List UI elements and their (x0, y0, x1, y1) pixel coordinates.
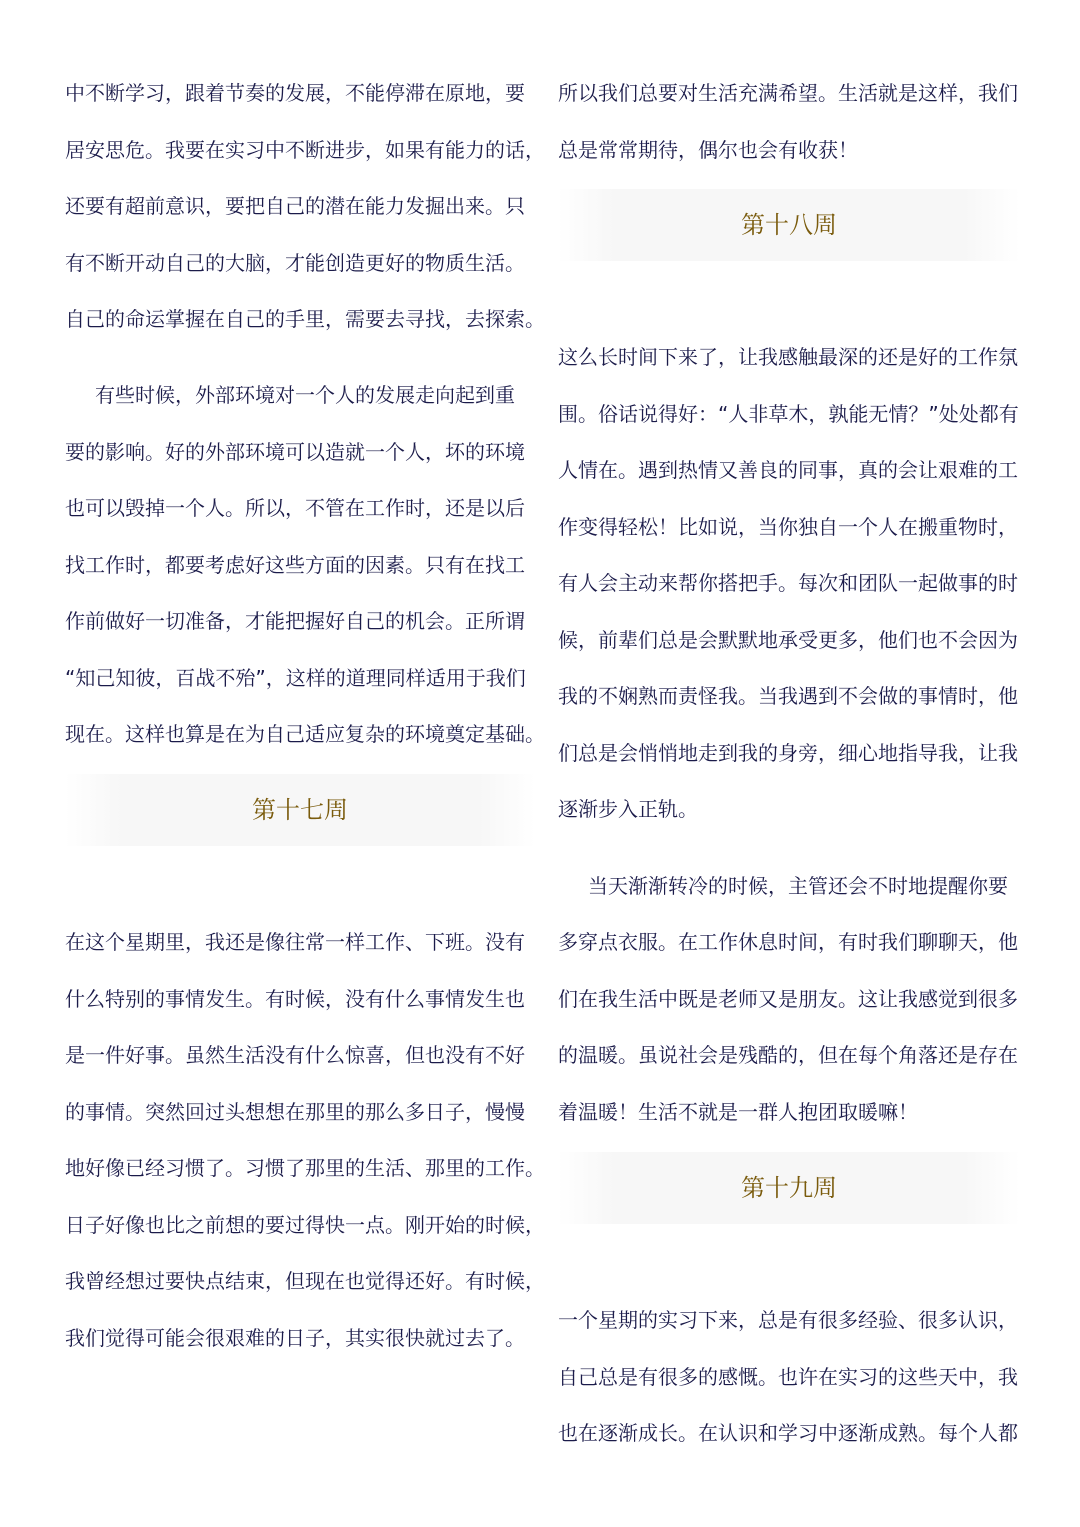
text-line: 着温暖！生活不就是一群人抱团取暖嘛！ (558, 1100, 918, 1124)
section-heading-box (65, 774, 535, 846)
text-line: 作变得轻松！比如说，当你独自一个人在搬重物时， (558, 515, 1018, 539)
text-line: “知己知彼，百战不殆”，这样的道理同样适用于我们 (65, 666, 526, 690)
text-line: 我曾经想过要快点结束，但现在也觉得还好。有时候， (65, 1269, 545, 1293)
section-heading-box (558, 1152, 1020, 1224)
text-line: 有人会主动来帮你搭把手。每次和团队一起做事的时 (558, 571, 1018, 595)
text-line: 地好像已经习惯了。习惯了那里的生活、那里的工作。 (65, 1156, 545, 1180)
text-line: 现在。这样也算是在为自己适应复杂的环境奠定基础。 (65, 722, 545, 746)
text-line: 要的影响。好的外部环境可以造就一个人，坏的环境 (65, 440, 525, 464)
text-line: 的事情。突然回过头想想在那里的那么多日子，慢慢 (65, 1100, 525, 1124)
text-line: 总是常常期待，偶尔也会有收获！ (558, 138, 858, 162)
text-line: 当天渐渐转冷的时候，主管还会不时地提醒你要 (588, 874, 1008, 898)
text-line: 们总是会悄悄地走到我的身旁，细心地指导我，让我 (558, 741, 1018, 765)
text-line: 中不断学习，跟着节奏的发展，不能停滞在原地，要 (65, 81, 525, 105)
text-line: 自己的命运掌握在自己的手里，需要去寻找，去探索。 (65, 307, 545, 331)
text-line: 什么特别的事情发生。有时候，没有什么事情发生也 (65, 987, 525, 1011)
text-line: 我们觉得可能会很艰难的日子，其实很快就过去了。 (65, 1326, 525, 1350)
section-heading: 第十九周 (741, 1174, 837, 1202)
text-line: 在这个星期里，我还是像往常一样工作、下班。没有 (65, 930, 525, 954)
text-line: 多穿点衣服。在工作休息时间，有时我们聊聊天，他 (558, 930, 1018, 954)
text-line: 也在逐渐成长。在认识和学习中逐渐成熟。每个人都 (558, 1421, 1018, 1445)
text-line: 自己总是有很多的感慨。也许在实习的这些天中，我 (558, 1365, 1018, 1389)
text-line: 所以我们总要对生活充满希望。生活就是这样，我们 (558, 81, 1018, 105)
text-line: 围。俗话说得好：“人非草木，孰能无情？”处处都有 (558, 402, 1019, 426)
section-heading-box (558, 189, 1020, 261)
text-line: 有些时候，外部环境对一个人的发展走向起到重 (95, 383, 515, 407)
text-line: 是一件好事。虽然生活没有什么惊喜，但也没有不好 (65, 1043, 525, 1067)
text-line: 们在我生活中既是老师又是朋友。这让我感觉到很多 (558, 987, 1018, 1011)
text-line: 找工作时，都要考虑好这些方面的因素。只有在找工 (65, 553, 525, 577)
text-line: 居安思危。我要在实习中不断进步，如果有能力的话， (65, 138, 545, 162)
text-line: 也可以毁掉一个人。所以，不管在工作时，还是以后 (65, 496, 525, 520)
text-line: 人情在。遇到热情又善良的同事，真的会让艰难的工 (558, 458, 1018, 482)
text-line: 有不断开动自己的大脑，才能创造更好的物质生活。 (65, 251, 525, 275)
text-line: 我的不娴熟而责怪我。当我遇到不会做的事情时，他 (558, 684, 1018, 708)
section-heading: 第十七周 (252, 796, 348, 824)
text-line: 候，前辈们总是会默默地承受更多，他们也不会因为 (558, 628, 1018, 652)
text-line: 日子好像也比之前想的要过得快一点。刚开始的时候， (65, 1213, 545, 1237)
text-line: 作前做好一切准备，才能把握好自己的机会。正所谓 (65, 609, 525, 633)
text-line: 这么长时间下来了，让我感触最深的还是好的工作氛 (558, 345, 1018, 369)
text-line: 还要有超前意识，要把自己的潜在能力发掘出来。只 (65, 194, 525, 218)
text-line: 逐渐步入正轨。 (558, 797, 698, 821)
section-heading: 第十八周 (741, 211, 837, 239)
text-line: 一个星期的实习下来，总是有很多经验、很多认识， (558, 1308, 1018, 1332)
text-line: 的温暖。虽说社会是残酷的，但在每个角落还是存在 (558, 1043, 1018, 1067)
